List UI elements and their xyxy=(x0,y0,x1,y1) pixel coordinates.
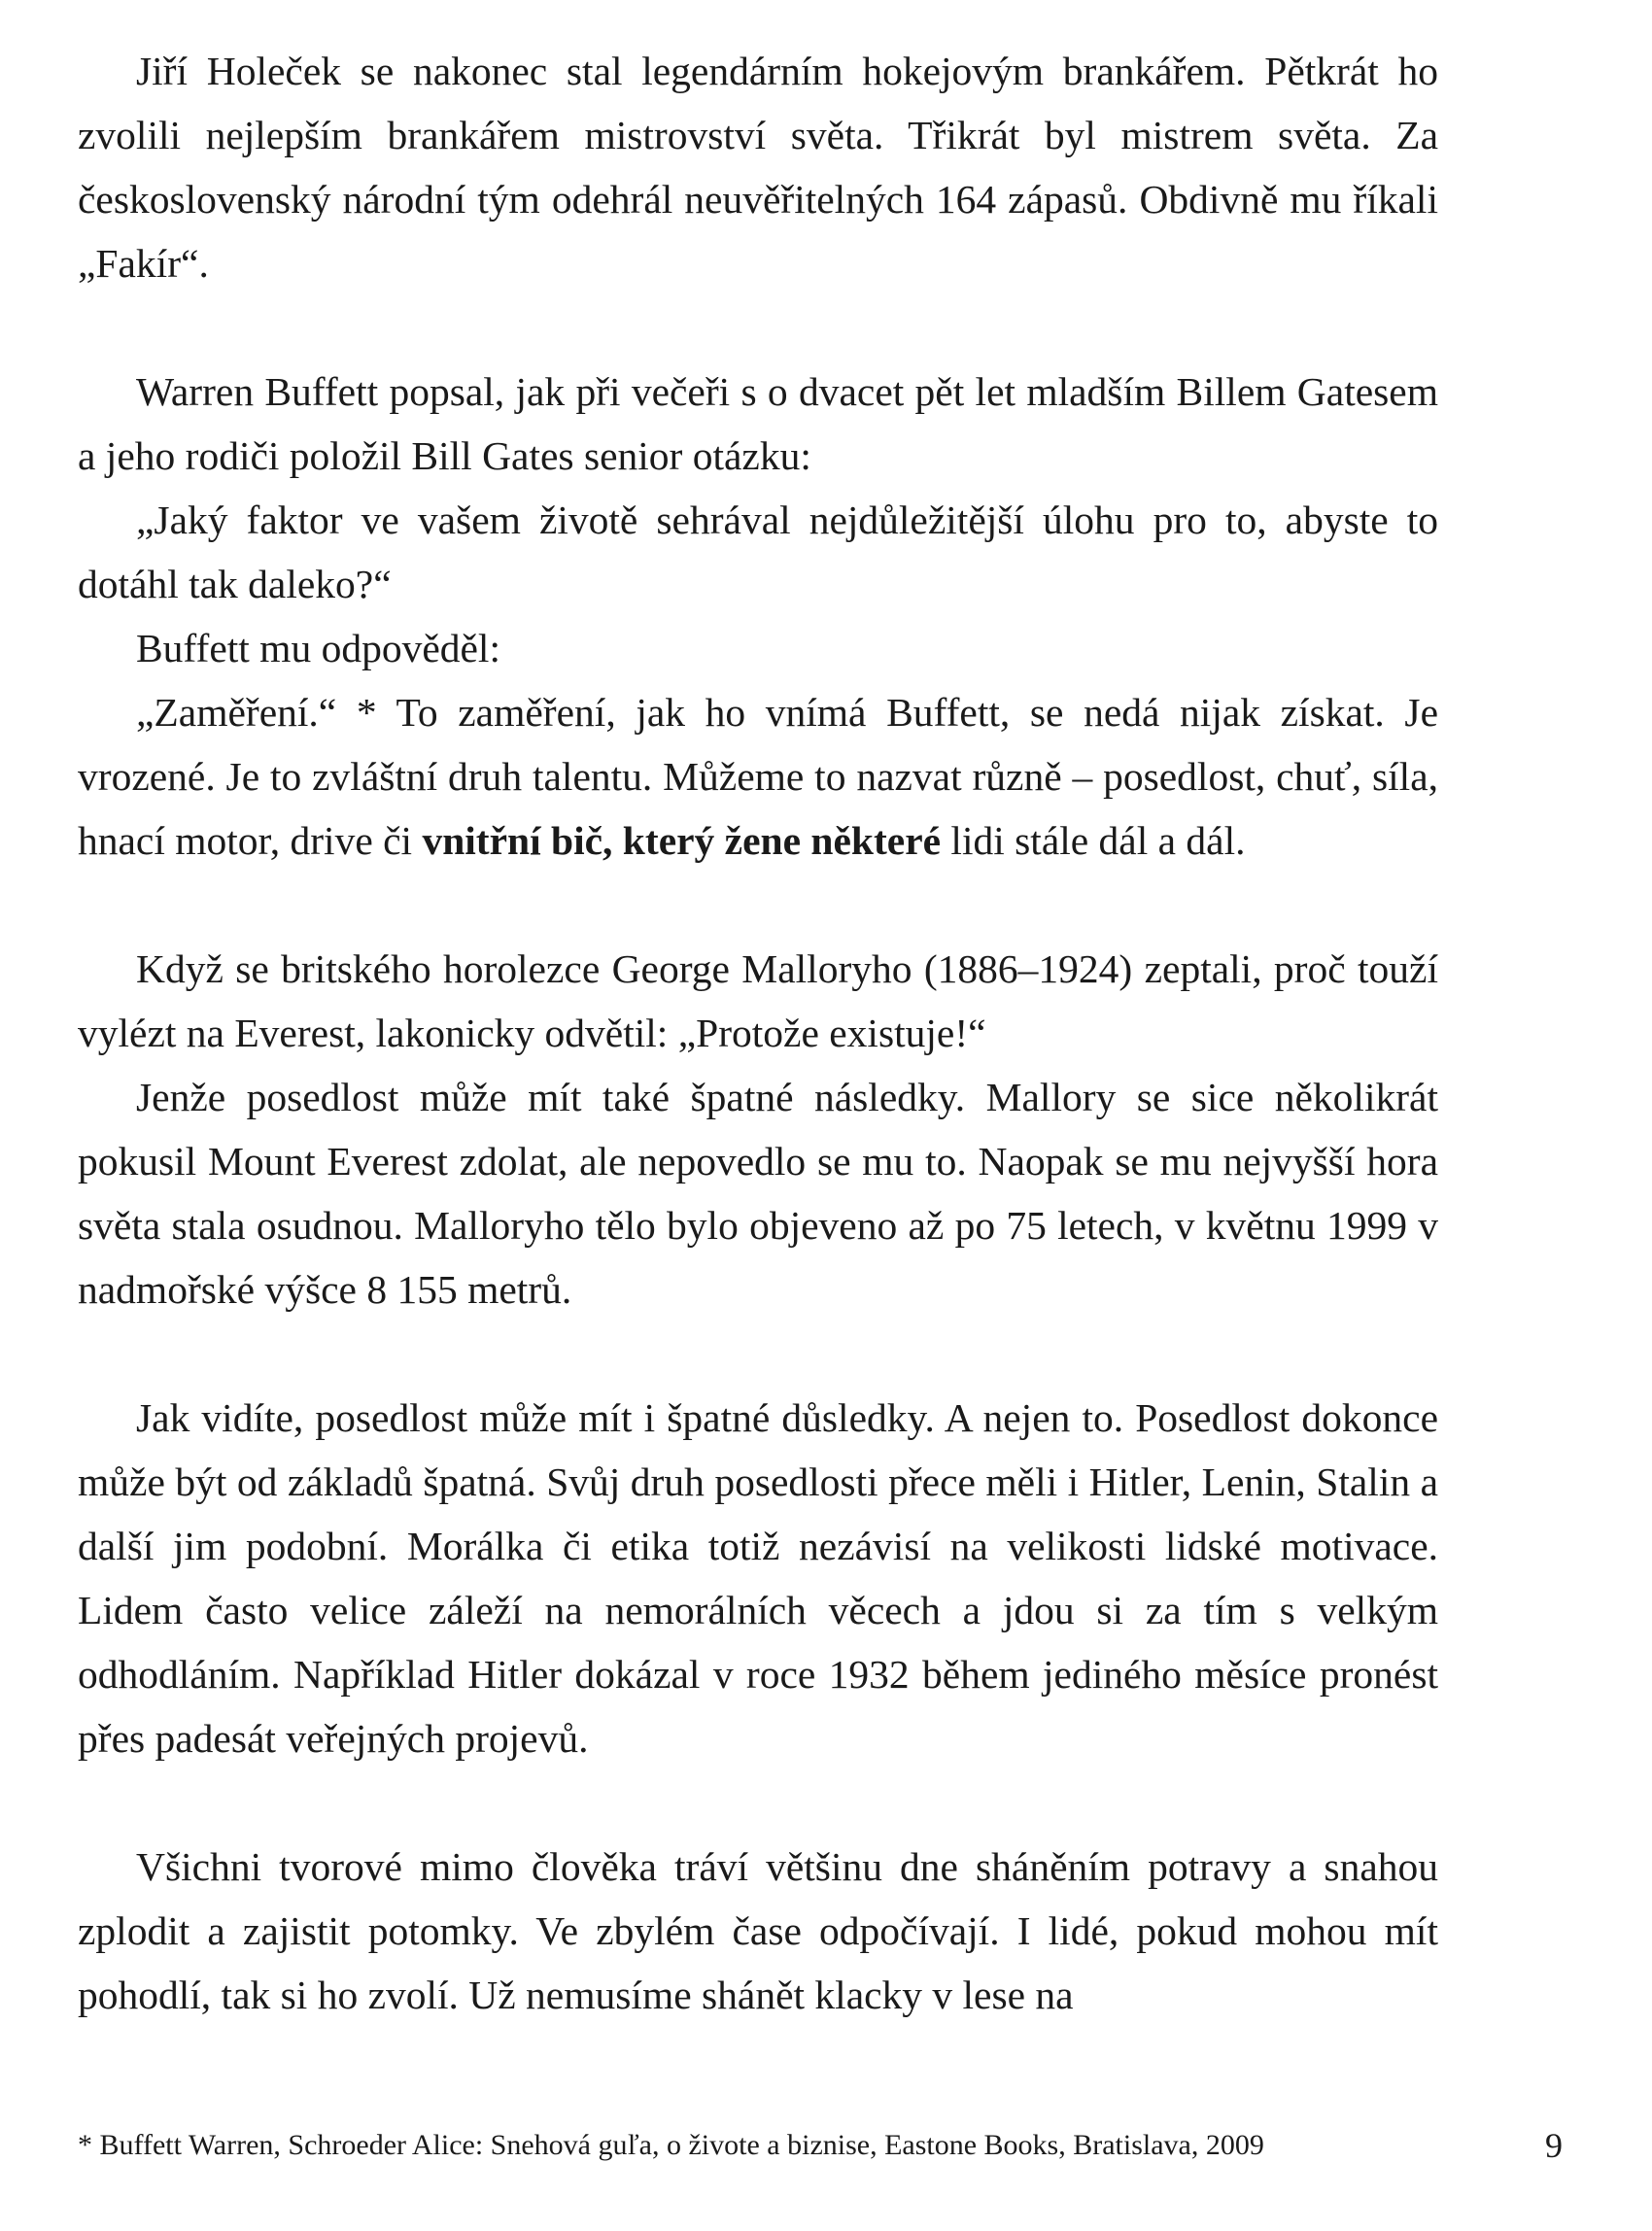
paragraph-mallory-consequences: Jenže posedlost může mít také špatné následky. Mallory se sice několikrát pokusil Mount Everest zdolat, ale nepovedlo se mu to. Naopak se mu nejvyšší hora světa stala osudnou. Malloryho tělo bylo objeveno až po 75 letech, v květnu 1999 v nadmořské výšce 8 155 metrů. xyxy=(78,1075,1438,1312)
page-body xyxy=(78,39,1438,2027)
page-number: 9 xyxy=(1545,2126,1563,2165)
paragraph-buffett-intro: Warren Buffett popsal, jak při večeři s o dvacet pět let mladším Billem Gatesem a jeho rodiči položil Bill Gates senior otázku: xyxy=(78,369,1438,478)
paragraph-obsession-bad: Jak vidíte, posedlost může mít i špatné důsledky. A nejen to. Posedlost dokonce může být od základů špatná. Svůj druh posedlosti přece měli i Hitler, Lenin, Stalin a další jim podobní. Morálka či etika totiž nezávisí na velikosti lidské motivace. Lidem často velice záleží na nemorálních věcech a jdou si za tím s velkým odhodláním. Například Hitler dokázal v roce 1932 během jediného měsíce pronést přes padesát veřejných projevů. xyxy=(78,1395,1438,1761)
paragraph-mallory-question: Když se britského horolezce George Malloryho (1886–1924) zeptali, proč touží vylézt na Everest, lakonicky odvětil: „Protože existuje!“ xyxy=(78,946,1438,1055)
paragraph-holecek: Jiří Holeček se nakonec stal legendárním hokejovým brankářem. Pětkrát ho zvolili nejlepším brankářem mistrovství světa. Třikrát byl mistrem světa. Za československý národní tým odehrál neuvěřitelných 164 zápasů. Obdivně mu říkali „Fakír“. xyxy=(78,49,1438,286)
focus-text-bold: vnitřní bič, který žene některé xyxy=(422,818,942,863)
paragraph-creatures: Všichni tvorové mimo člověka tráví většinu dne sháněním potravy a snahou zplodit a zajistit potomky. Ve zbylém čase odpočívají. I lidé, pokud mohou mít pohodlí, tak si ho zvolí. Už nemusíme shánět klacky v lese na xyxy=(78,1844,1438,2017)
paragraph-buffett-answer-intro: Buffett mu odpověděl: xyxy=(136,626,500,670)
focus-text-after: lidi stále dál a dál. xyxy=(941,818,1246,863)
paragraph-focus xyxy=(78,680,1438,873)
footnote: * Buffett Warren, Schroeder Alice: Snehová guľa, o živote a biznise, Eastone Books, Bratislava, 2009 xyxy=(78,2129,1264,2161)
paragraph-gates-question: „Jaký faktor ve vašem životě sehrával nejdůležitější úlohu pro to, abyste to dotáhl tak daleko?“ xyxy=(78,498,1438,606)
focus-text-before: „Zaměření.“ * To zaměření, jak ho vnímá Buffett, se nedá nijak získat. Je vrozené. Je to zvláštní druh talentu. Můžeme to nazvat různě – posedlost, chuť, síla, hnací motor, drive či xyxy=(78,690,1438,863)
